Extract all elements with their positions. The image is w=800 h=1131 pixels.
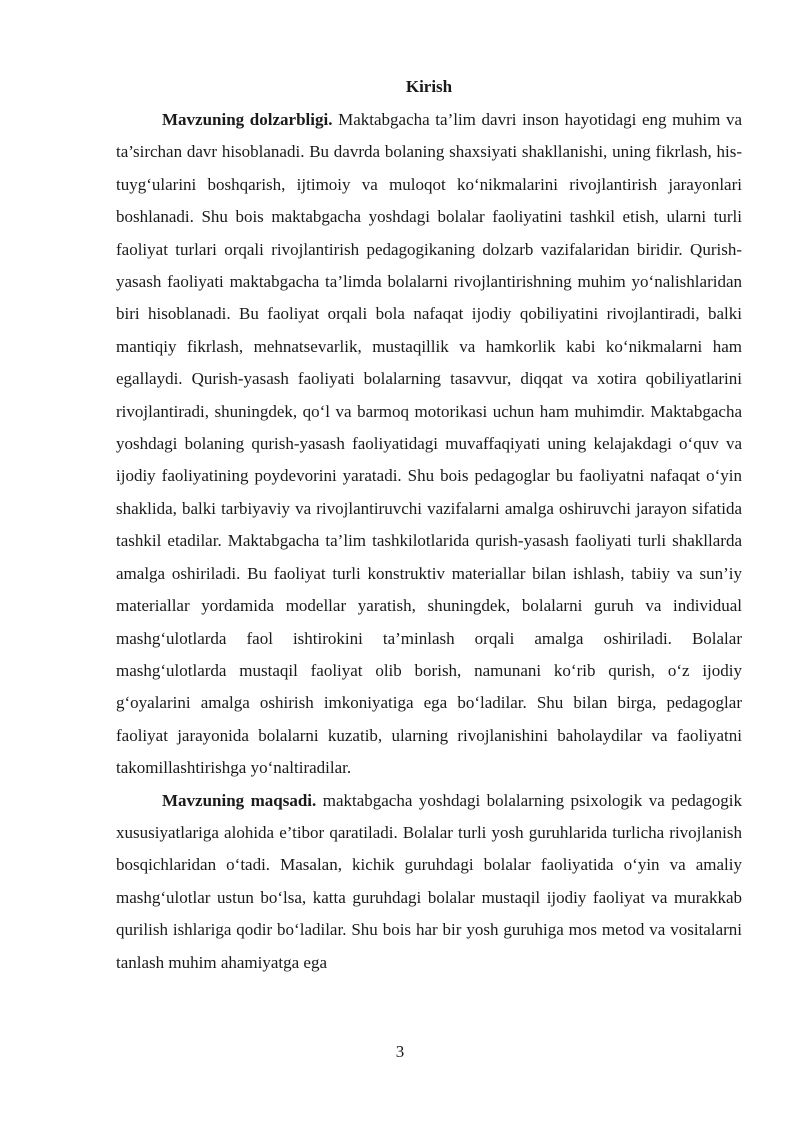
document-page <box>116 72 742 979</box>
paragraph-lead-purpose: Mavzuning maqsadi. <box>162 790 317 810</box>
paragraph-lead-relevance: Mavzuning dolzarbligi. <box>162 110 333 129</box>
page-title: Kirish <box>405 77 453 96</box>
paragraph-relevance <box>116 104 742 785</box>
paragraph-body-relevance: Maktabgacha ta’lim davri inson hayotidagi eng muhim va ta’sirchan davr hisoblanadi. Bu davrda bolaning shaxsiyati shakllanishi, uning fikrlash, his-tuyg‘ularini boshqarish, ijtimoiy va muloqot ko‘nikmalarini rivojlantirish jarayonlari boshlanadi. Shu bois maktabgacha yoshdagi bolalar faoliyatini tashkil etish, ularni turli faoliyat turlari orqali rivojlantirish pedagogikaning dolzarb vazifalaridan biridir. Qurish-yasash faoliyati maktabgacha ta’limda bolalarni rivojlantirishning muhim yo‘nalishlaridan biri hisoblanadi. Bu faoliyat orqali bola nafaqat ijodiy qobiliyatini rivojlantiradi, balki mantiqiy fikrlash, mehnatsevarlik, mustaqillik va hamkorlik kabi ko‘nikmalarni ham egallaydi. Qurish-yasash faoliyati bolalarning tasavvur, diqqat va xotira qobiliyatlarini rivojlantiradi, shuningdek, qo‘l va barmoq motorikasi uchun ham muhimdir. Maktabgacha yoshdagi bolaning qurish-yasash faoliyatidagi muvaffaqiyati uning kelajakdagi o‘quv va ijodiy faoliyatining poydevorini yaratadi. Shu bois pedagoglar bu faoliyatni nafaqat o‘yin shaklida, balki tarbiyaviy va rivojlantiruvchi vazifalarni amalga oshiruvchi jarayon sifatida tashkil etadilar. Maktabgacha ta’lim tashkilotlarida qurish-yasash faoliyati turli shakllarda amalga oshiriladi. Bu faoliyat turli konstruktiv materiallar bilan ishlash, tabiiy va sun’iy materiallar yordamida modellar yaratish, shuningdek, bolalarni guruh va individual mashg‘ulotlarda faol ishtirokini ta’minlash orqali amalga oshiriladi. Bolalar mashg‘ulotlarda mustaqil faoliyat olib borish, namunani ko‘rib qurish, o‘z ijodiy g‘oyalarini amalga oshirish imkoniyatiga ega bo‘ladilar. Shu bilan birga, pedagoglar faoliyat jarayonida bolalarni kuzatib, ularning rivojlanishini baholaydilar va faoliyatni takomillashtirishga yo‘naltiradilar. <box>116 110 742 778</box>
paragraph-body-purpose: maktabgacha yoshdagi bolalarning psixologik va pedagogik xususiyatlariga alohida e’tibor qaratiladi. Bolalar turli yosh guruhlarida turlicha rivojlanish bosqichlaridan o‘tadi. Masalan, kichik guruhdagi bolalar faoliyatida o‘yin va amaliy mashg‘ulotlar ustun bo‘lsa, katta guruhdagi bolalar mustaqil ijodiy faoliyat va murakkab qurilish ishlariga qodir bo‘ladilar. Shu bois har bir yosh guruhiga mos metod va vositalarni tanlash muhim ahamiyatga ega <box>116 790 743 972</box>
paragraph-purpose <box>116 785 742 979</box>
page-number: 3 <box>395 1042 405 1061</box>
